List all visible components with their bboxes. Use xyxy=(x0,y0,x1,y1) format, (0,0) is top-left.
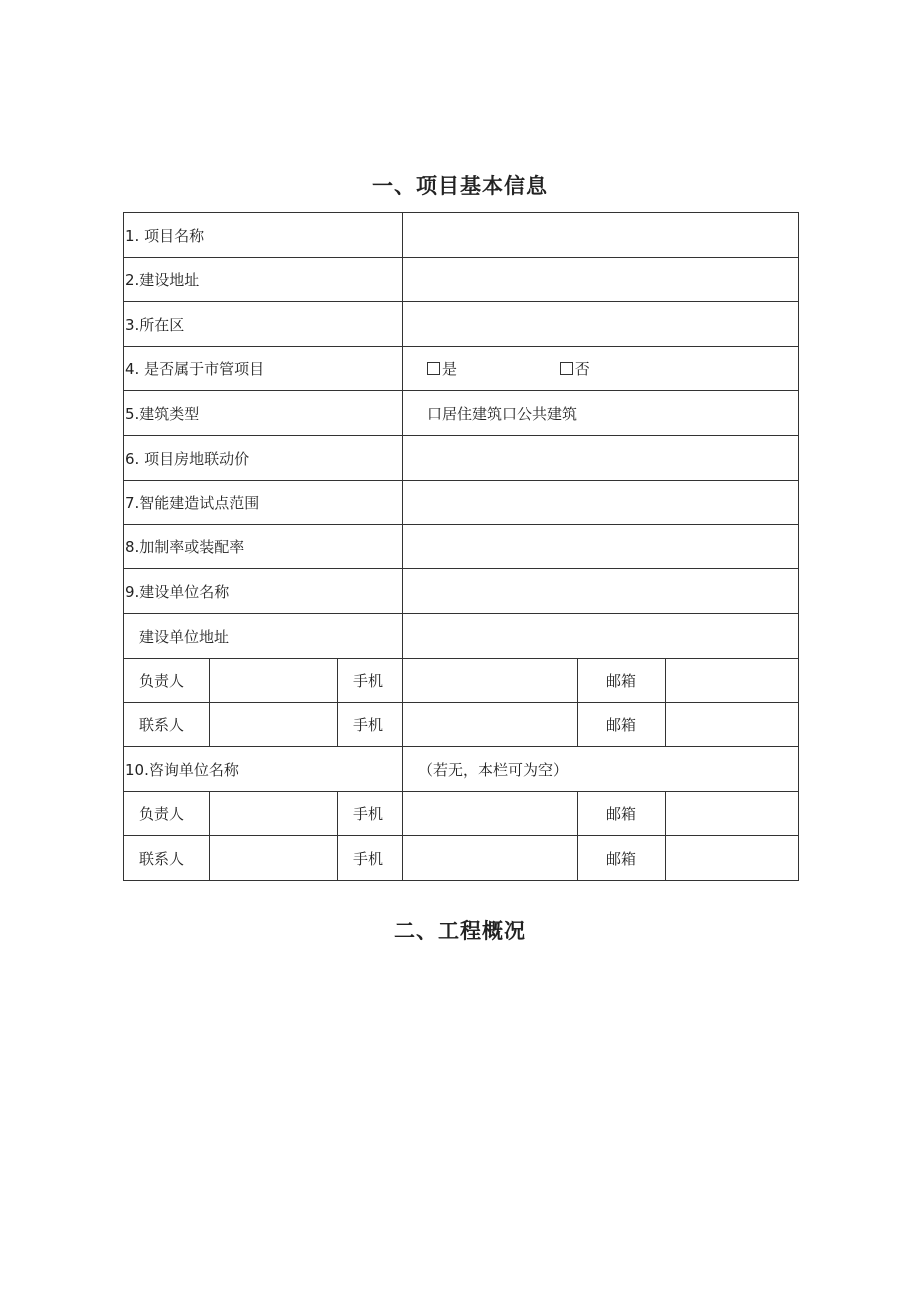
developer-contact-field[interactable] xyxy=(210,703,338,747)
prefab-rate-label: 8.加制率或装配率 xyxy=(124,525,403,569)
row-address xyxy=(124,258,799,302)
row-project-name xyxy=(124,213,799,258)
row-consultant-person-in-charge xyxy=(124,792,799,836)
consultant-note[interactable]: （若无，本栏可为空） xyxy=(403,747,799,792)
consultant-contact-email-label: 邮箱 xyxy=(578,836,666,881)
row-developer-person-in-charge xyxy=(124,659,799,703)
developer-email-field[interactable] xyxy=(666,659,799,703)
consultant-contact-email-field[interactable] xyxy=(666,836,799,881)
row-city-managed xyxy=(124,347,799,391)
district-field[interactable] xyxy=(403,302,799,347)
developer-address-field[interactable] xyxy=(403,614,799,659)
city-managed-yes-label: 是 xyxy=(442,360,458,378)
building-type-options[interactable]: 口居住建筑口公共建筑 xyxy=(403,391,799,436)
city-managed-options xyxy=(403,347,799,391)
row-linkage-price xyxy=(124,436,799,481)
section-title-project-overview: 二、工程概况 xyxy=(394,919,526,943)
pilot-scope-field[interactable] xyxy=(403,481,799,525)
row-prefab-rate xyxy=(124,525,799,569)
consultant-mobile-field[interactable] xyxy=(403,792,578,836)
project-info-table xyxy=(123,212,799,881)
developer-contact-mobile-field[interactable] xyxy=(403,703,578,747)
city-managed-no-label: 否 xyxy=(574,360,590,378)
row-pilot-scope xyxy=(124,481,799,525)
checkbox-no[interactable] xyxy=(560,362,573,375)
row-developer-name xyxy=(124,569,799,614)
row-district xyxy=(124,302,799,347)
developer-contact-email-field[interactable] xyxy=(666,703,799,747)
consultant-mobile-label: 手机 xyxy=(338,792,403,836)
developer-mobile-label: 手机 xyxy=(338,659,403,703)
consultant-email-field[interactable] xyxy=(666,792,799,836)
district-label: 3.所在区 xyxy=(124,302,403,347)
row-building-type xyxy=(124,391,799,436)
developer-name-label: 9.建设单位名称 xyxy=(124,569,403,614)
consultant-email-label: 邮箱 xyxy=(578,792,666,836)
developer-email-label: 邮箱 xyxy=(578,659,666,703)
developer-address-label: 建设单位地址 xyxy=(124,614,403,659)
row-developer-address xyxy=(124,614,799,659)
consultant-contact-field[interactable] xyxy=(210,836,338,881)
building-type-label: 5.建筑类型 xyxy=(124,391,403,436)
city-managed-yes-option[interactable] xyxy=(427,358,555,379)
project-name-label: 1. 项目名称 xyxy=(124,213,403,258)
linkage-price-label: 6. 项目房地联动价 xyxy=(124,436,403,481)
project-name-field[interactable] xyxy=(403,213,799,258)
developer-name-field[interactable] xyxy=(403,569,799,614)
prefab-rate-field[interactable] xyxy=(403,525,799,569)
row-developer-contact xyxy=(124,703,799,747)
row-consultant-contact xyxy=(124,836,799,881)
city-managed-no-option[interactable] xyxy=(560,358,590,379)
developer-contact-label: 联系人 xyxy=(124,703,210,747)
section-title-basic-info: 一、项目基本信息 xyxy=(372,174,548,198)
linkage-price-field[interactable] xyxy=(403,436,799,481)
developer-contact-email-label: 邮箱 xyxy=(578,703,666,747)
developer-contact-mobile-label: 手机 xyxy=(338,703,403,747)
consultant-contact-mobile-label: 手机 xyxy=(338,836,403,881)
consultant-person-in-charge-label: 负责人 xyxy=(124,792,210,836)
consultant-name-label: 10.咨询单位名称 xyxy=(124,747,403,792)
developer-mobile-field[interactable] xyxy=(403,659,578,703)
consultant-contact-mobile-field[interactable] xyxy=(403,836,578,881)
checkbox-yes[interactable] xyxy=(427,362,440,375)
row-consultant-name xyxy=(124,747,799,792)
consultant-person-in-charge-field[interactable] xyxy=(210,792,338,836)
developer-person-in-charge-label: 负责人 xyxy=(124,659,210,703)
pilot-scope-label: 7.智能建造试点范围 xyxy=(124,481,403,525)
city-managed-label: 4. 是否属于市管项目 xyxy=(124,347,403,391)
consultant-contact-label: 联系人 xyxy=(124,836,210,881)
address-label: 2.建设地址 xyxy=(124,258,403,302)
developer-person-in-charge-field[interactable] xyxy=(210,659,338,703)
address-field[interactable] xyxy=(403,258,799,302)
